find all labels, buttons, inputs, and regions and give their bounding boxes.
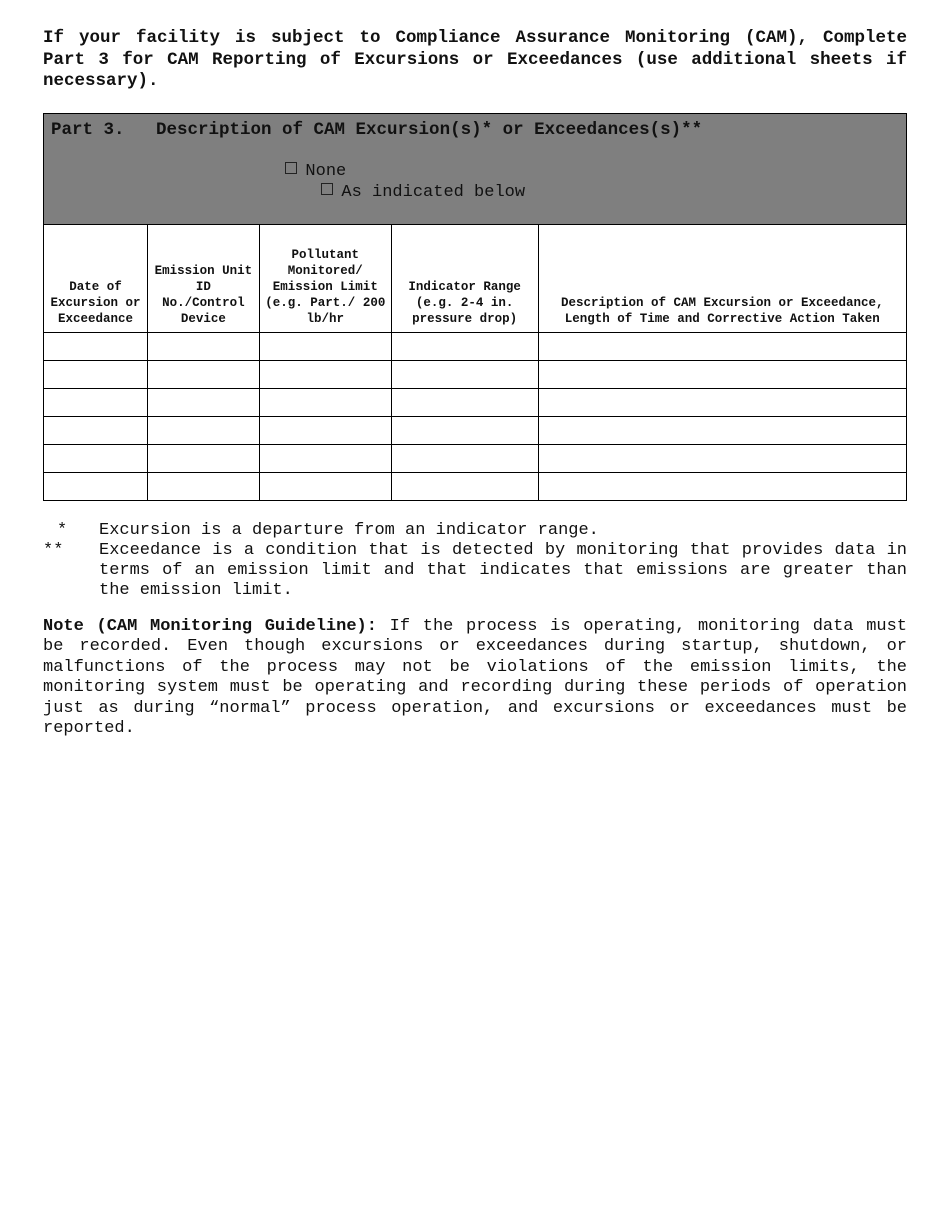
part3-options bbox=[163, 140, 899, 224]
table-cell[interactable] bbox=[391, 444, 538, 472]
footnote-text: Exceedance is a condition that is detected by monitoring that provides data in terms of an emission limit and that indicates that emissions are greater than the emission limit. bbox=[99, 540, 907, 600]
part3-title: Part 3. Description of CAM Excursion(s)* or Exceedances(s)** bbox=[51, 119, 703, 140]
table-cell[interactable] bbox=[391, 388, 538, 416]
table-cell[interactable] bbox=[147, 472, 259, 500]
table-cell[interactable] bbox=[147, 444, 259, 472]
table-cell[interactable] bbox=[538, 388, 906, 416]
table-row bbox=[44, 388, 907, 416]
table-cell[interactable] bbox=[147, 332, 259, 360]
column-header-description: Description of CAM Excursion or Exceedance, Length of Time and Corrective Action Taken bbox=[538, 224, 906, 332]
column-header-date: Date of Excursion or Exceedance bbox=[44, 224, 148, 332]
column-header-pollutant: Pollutant Monitored/ Emission Limit (e.g. Part./ 200 lb/hr bbox=[259, 224, 391, 332]
footnotes bbox=[43, 521, 907, 601]
option-as-indicated-label: As indicated below bbox=[341, 182, 526, 202]
table-cell[interactable] bbox=[147, 388, 259, 416]
table-header-row bbox=[44, 224, 907, 332]
option-as-indicated[interactable] bbox=[321, 182, 525, 203]
option-none-label: None bbox=[305, 161, 347, 181]
table-row bbox=[44, 360, 907, 388]
footnote-exceedance bbox=[43, 541, 907, 601]
table-cell[interactable] bbox=[259, 360, 391, 388]
table-cell[interactable] bbox=[147, 360, 259, 388]
footnote-mark: * bbox=[57, 520, 68, 540]
table-cell[interactable] bbox=[259, 388, 391, 416]
table-cell[interactable] bbox=[259, 472, 391, 500]
table-row bbox=[44, 332, 907, 360]
table-cell[interactable] bbox=[259, 416, 391, 444]
checkbox-none[interactable] bbox=[285, 162, 297, 174]
table-cell[interactable] bbox=[391, 360, 538, 388]
table-body bbox=[44, 332, 907, 500]
table-cell[interactable] bbox=[44, 416, 148, 444]
footnote-text: Excursion is a departure from an indicator range. bbox=[99, 520, 599, 540]
cam-guideline-note bbox=[43, 617, 907, 740]
table-cell[interactable] bbox=[538, 444, 906, 472]
guideline-label: Note (CAM Monitoring Guideline): bbox=[43, 616, 377, 636]
table-cell[interactable] bbox=[44, 388, 148, 416]
table-row bbox=[44, 472, 907, 500]
table-cell[interactable] bbox=[538, 416, 906, 444]
table-cell[interactable] bbox=[391, 472, 538, 500]
column-header-indicator-range: Indicator Range (e.g. 2-4 in. pressure drop) bbox=[391, 224, 538, 332]
table-cell[interactable] bbox=[259, 332, 391, 360]
guideline-text: If the process is operating, monitoring data must be recorded. Even though excursions or exceedances during startup, shutdown, or malfunctions of the process may not be violations of the emission limits, the monitoring system must be operating and recording during these periods of operation just as during “normal” process operation, and excursions or exceedances must be reported. bbox=[43, 616, 908, 738]
part3-header bbox=[44, 113, 907, 224]
table-cell[interactable] bbox=[391, 416, 538, 444]
table-cell[interactable] bbox=[259, 444, 391, 472]
table-row bbox=[44, 416, 907, 444]
table-row bbox=[44, 444, 907, 472]
table-cell[interactable] bbox=[147, 416, 259, 444]
table-cell[interactable] bbox=[44, 444, 148, 472]
table-cell[interactable] bbox=[44, 360, 148, 388]
column-header-emission-unit: Emission Unit ID No./Control Device bbox=[147, 224, 259, 332]
footnote-excursion bbox=[43, 521, 907, 541]
checkbox-as-indicated[interactable] bbox=[321, 183, 333, 195]
form-page bbox=[43, 28, 907, 757]
table-cell[interactable] bbox=[538, 360, 906, 388]
table-cell[interactable] bbox=[538, 332, 906, 360]
intro-instructions: If your facility is subject to Compliance Assurance Monitoring (CAM), Complete Part 3 for CAM Reporting of Excursions or Exceedances (use additional sheets if necessary). bbox=[43, 28, 907, 91]
cam-excursion-table bbox=[43, 113, 907, 501]
table-cell[interactable] bbox=[391, 332, 538, 360]
table-cell[interactable] bbox=[538, 472, 906, 500]
footnote-mark: ** bbox=[43, 540, 64, 560]
table-cell[interactable] bbox=[44, 472, 148, 500]
option-none[interactable] bbox=[285, 161, 346, 182]
table-cell[interactable] bbox=[44, 332, 148, 360]
